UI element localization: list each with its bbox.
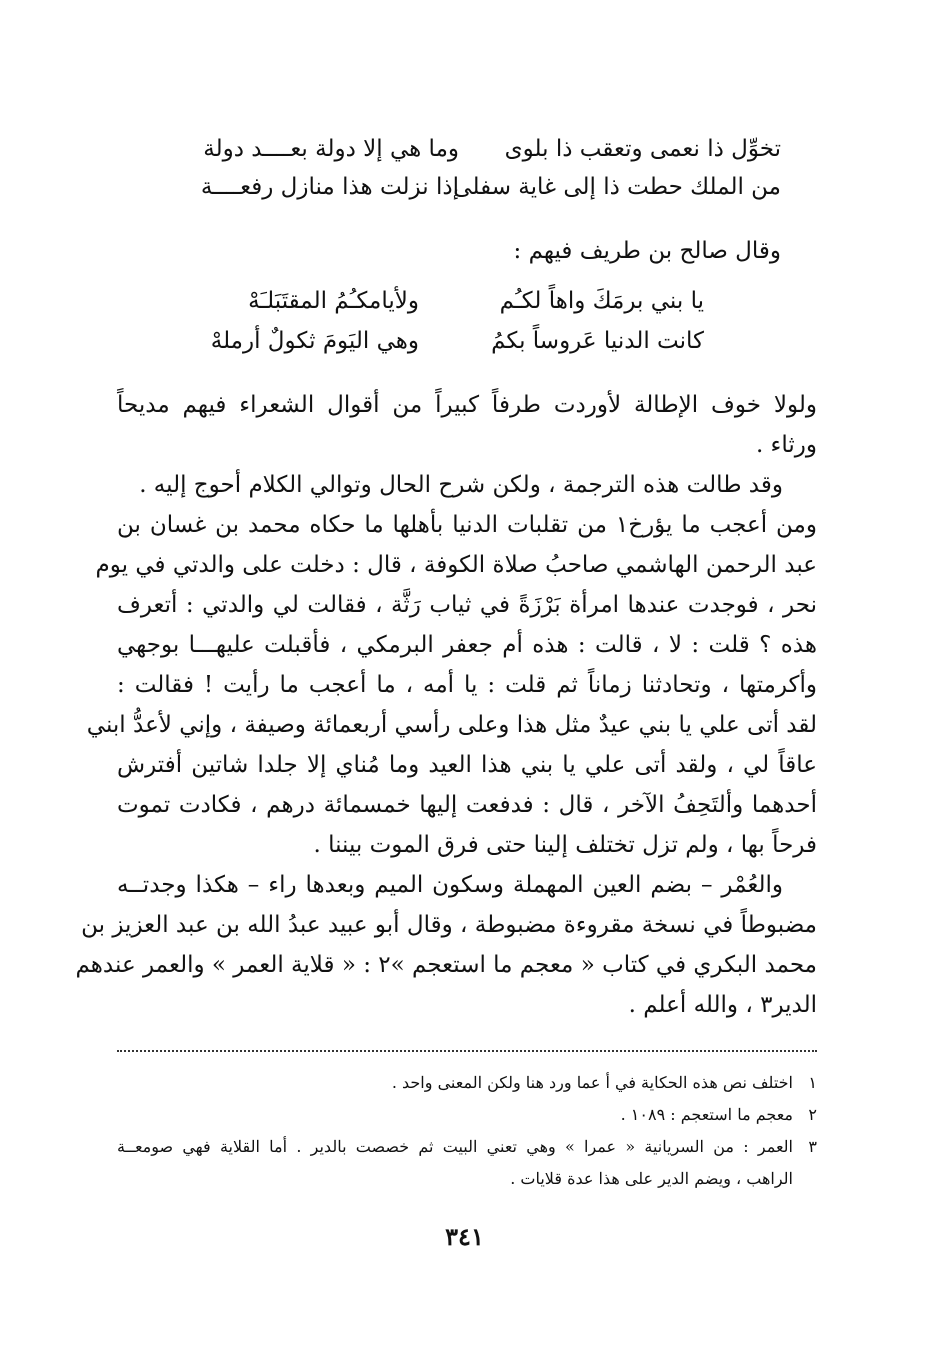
- footnote-text: العمر : من السريانية « عمرا » وهي تعني البيت ثم خصصت بالدير . أما القلاية فهي صومعــة: [117, 1137, 793, 1156]
- footnote-separator: [117, 1050, 817, 1052]
- body-line: الدير٣ ، والله أعلم .: [628, 992, 817, 1018]
- body-line: والعُمْر – بضم العين المهملة وسكون الميم وبعدها راء – هكذا وجدتــه: [117, 872, 783, 898]
- verse-second-hemistich: وهي اليَومَ ثكولٌ أرملهْ: [210, 328, 419, 354]
- body-line: ولولا خوف الإطالة لأوردت طرفاً كبيراً من أقوال الشعراء فيهم مديحاً: [117, 392, 817, 418]
- body-line: فرحاً بها ، ولم تزل تختلف إلينا حتى فرق الموت بيننا .: [313, 832, 817, 858]
- footnote-number: ٢: [808, 1105, 817, 1124]
- poem-2-intro: وقال صالح بن طريف فيهم :: [513, 238, 781, 264]
- footnote: [117, 1068, 817, 1098]
- verse-second-hemistich: ولأيامكـُمُ المقتَبَلـَهْ: [248, 288, 419, 314]
- body-line: عاقاً لي ، ولقد أتى علي يا بني هذا العيد وما مُناي إلا جلدا شاتين أفترش: [117, 752, 817, 778]
- footnote-number: ٣: [808, 1137, 817, 1156]
- footnote: [117, 1100, 817, 1130]
- footnote-continuation: الراهب ، ويضم الدير على هذا عدة قلايات .: [510, 1169, 793, 1188]
- footnote: [117, 1132, 817, 1162]
- body-line: هذه ؟ قلت : لا ، قالت : هذه أم جعفر البرمكي ، فأقبلت عليهـــا بوجهي: [117, 632, 817, 658]
- footnote-text: معجم ما استعجم : ١٠٨٩ .: [620, 1105, 793, 1124]
- body-line: مضبوطاً في نسخة مقروءة مضبوطة ، وقال أبو عبيد عبدُ الله بن عبد العزيز بن: [81, 912, 817, 938]
- footnote-text: اختلف نص هذه الحكاية في أ عما ورد هنا ولكن المعنى واحد .: [391, 1073, 793, 1092]
- body-line: لقد أتى علي يا بني عيدٌ مثل هذا وعلى رأسي أربعمائة وصيفة ، وإني لأعدُّ ابني: [86, 712, 817, 738]
- body-line: ورثاء .: [755, 432, 817, 458]
- verse-second-hemistich: تخوِّل ذا نعمى وتعقب ذا بلوى: [504, 136, 781, 162]
- body-line: أحدهما وألتَحِفُ الآخر ، قال : فدفعت إليها خمسمائة درهم ، فكادت تموت: [117, 792, 817, 818]
- verse-second-hemistich: من الملك حطت ذا إلى غاية سفلى: [453, 174, 781, 200]
- body-line: وقد طالت هذه الترجمة ، ولكن شرح الحال وتوالي الكلام أحوج إليه .: [139, 472, 783, 498]
- verse-first-hemistich: وما هي إلا دولة بعــــد دولة: [203, 136, 459, 162]
- body-line: ومن أعجب ما يؤرخ١ من تقلبات الدنيا بأهلها ما حكاه محمد بن غسان بن: [117, 512, 817, 538]
- footnote-number: ١: [808, 1073, 817, 1092]
- body-line: محمد البكري في كتاب « معجم ما استعجم »٢ : « قلاية العمر » والعمر عندهم: [75, 952, 817, 978]
- body-line: نحر ، فوجدت عندها امرأة بَرْزَةً في ثياب رَثَّة ، فقالت لي والدتي : أتعرف: [117, 592, 817, 618]
- verse-first-hemistich: يا بني برمَكَ واهاً لكـُم: [499, 288, 704, 314]
- verse-first-hemistich: إذا نزلت هذا منازل رفعــــة: [200, 174, 459, 200]
- body-line: عبد الرحمن الهاشمي صاحبُ صلاة الكوفة ، قال : دخلت على والدتي في يوم: [95, 552, 817, 578]
- verse-first-hemistich: كانت الدنيا عَروساً بكمُ: [491, 328, 704, 354]
- body-line: وأكرمتها ، وتحادثنا زماناً ثم قلت : يا أمه ، ما أعجب ما رأيت ! فقالت :: [117, 672, 817, 698]
- page-number: ٣٤١: [445, 1222, 484, 1251]
